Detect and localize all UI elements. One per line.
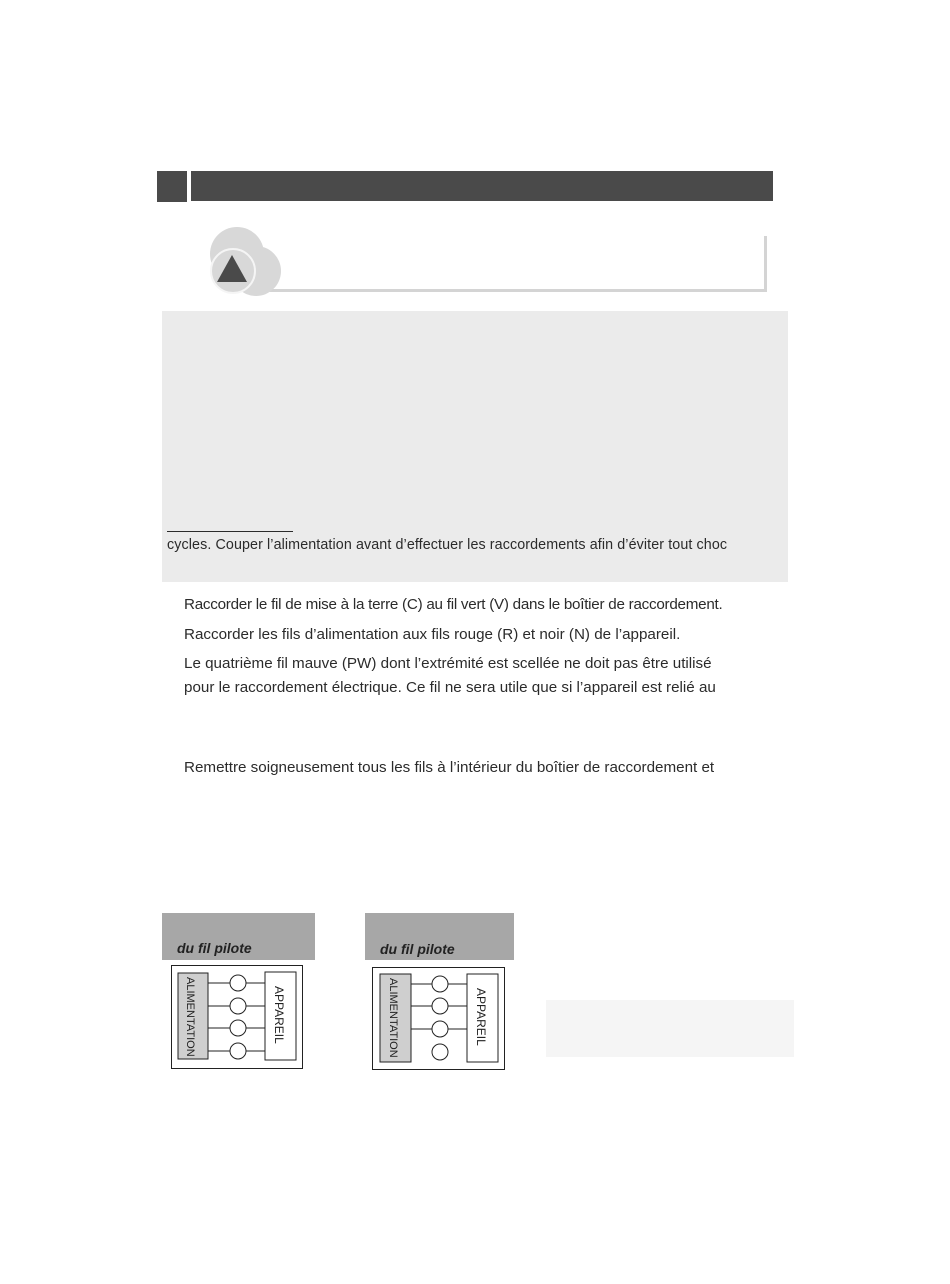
wiring-diagram [171,965,303,1069]
section-header-bar [191,171,773,201]
warning-heading-frame [250,236,767,292]
instruction-ground-wire: Raccorder le fil de mise à la terre (C) au fil vert (V) dans le boîtier de raccordement. [184,596,723,613]
instruction-pilot-wire-line2: pour le raccordement électrique. Ce fil ne sera utile que si l’appareil est relié au [184,679,716,696]
note-box [546,1000,794,1057]
warning-triangle-icon [217,255,247,282]
instruction-power-wires: Raccorder les fils d’alimentation aux fils rouge (R) et noir (N) de l’appareil. [184,626,681,643]
diagram-right-label: APPAREIL [474,988,488,1046]
diagram-title: du fil pilote [380,941,455,957]
notice-text: cycles. Couper l’alimentation avant d’effectuer les raccordements afin d’éviter tout choc [167,537,728,553]
section-marker [157,171,187,202]
instruction-pilot-wire-line1: Le quatrième fil mauve (PW) dont l’extrémité est scellée ne doit pas être utilisé [184,655,712,672]
diagram-right-label: APPAREIL [272,986,286,1044]
diagram-header [365,913,514,960]
wiring-diagram [372,967,505,1070]
notice-underline [167,531,293,532]
diagram-left-label: ALIMENTATION [184,977,196,1057]
diagram-title: du fil pilote [177,940,252,956]
instruction-tuck-wires: Remettre soigneusement tous les fils à l’intérieur du boîtier de raccordement et [184,759,715,776]
diagram-left-label: ALIMENTATION [387,978,399,1058]
diagram-header [162,913,315,960]
